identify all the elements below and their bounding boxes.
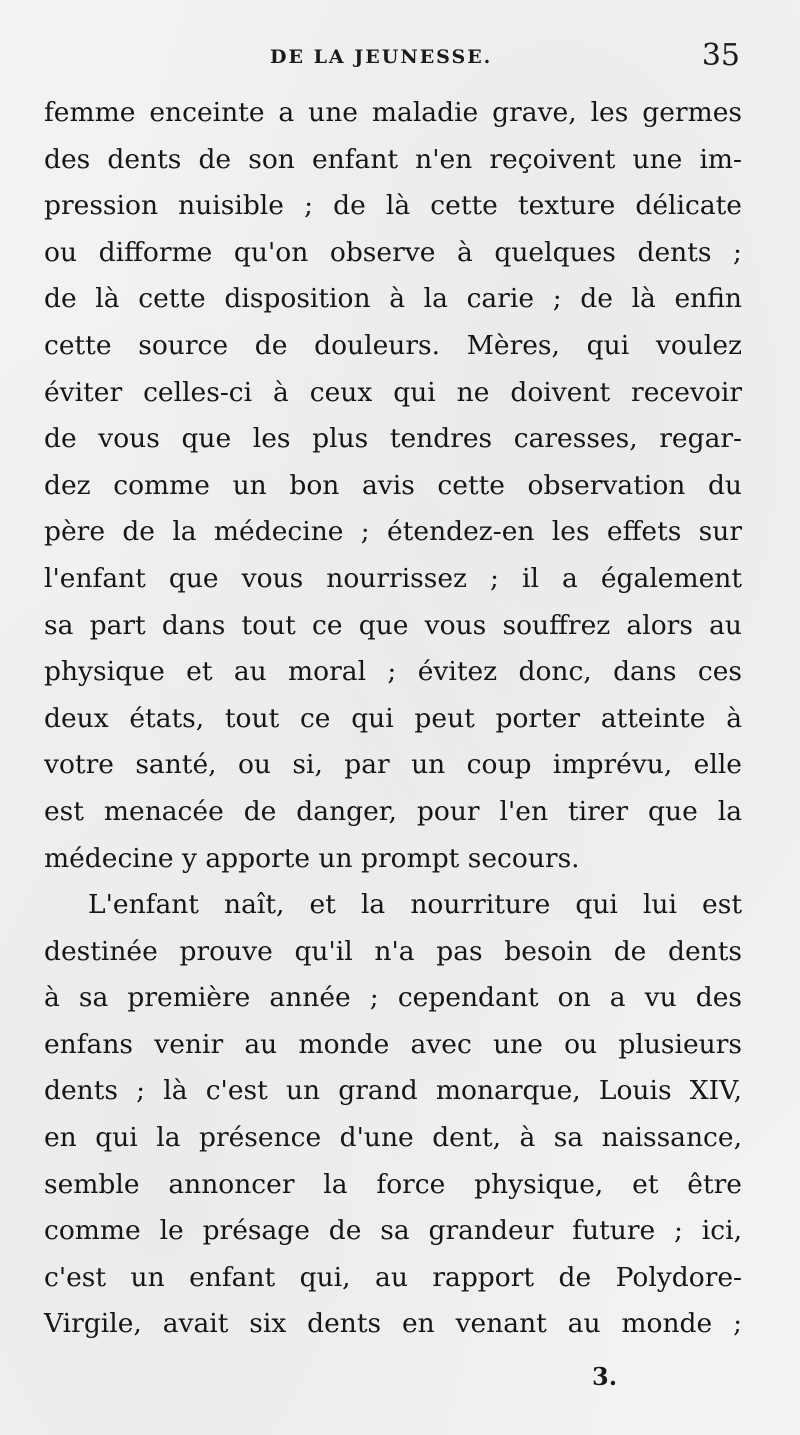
text-line: enfans venir au monde avec une ou plusieurs [44, 1028, 742, 1060]
text-line: cette source de douleurs. Mères, qui voulez [44, 329, 742, 361]
text-line: éviter celles-ci à ceux qui ne doivent recevoir [44, 376, 742, 408]
text-line: ou difforme qu'on observe à quelques dents ; [44, 236, 742, 268]
text-line: femme enceinte a une maladie grave, les germes [44, 97, 742, 128]
text-line: est menacée de danger, pour l'en tirer que la [44, 795, 742, 827]
signature-mark: 3. [592, 1362, 618, 1391]
paragraph-end-line: médecine y apporte un prompt secours. [44, 842, 580, 874]
page-number: 35 [701, 38, 740, 73]
text-line: l'enfant que vous nourrissez ; il a également [44, 562, 742, 594]
text-line: dez comme un bon avis cette observation du [44, 469, 742, 501]
text-line: destinée prouve qu'il n'a pas besoin de dents [44, 935, 742, 967]
text-line: deux états, tout ce qui peut porter atteinte à [44, 702, 742, 734]
text-line: de là cette disposition à la carie ; de là enfin [44, 283, 742, 315]
text-line: c'est un enfant qui, au rapport de Polydore- [44, 1261, 742, 1293]
text-line: Virgile, avait six dents en venant au monde ; [44, 1308, 742, 1340]
text-line: à sa première année ; cependant on a vu des [44, 982, 742, 1014]
text-line: sa part dans tout ce que vous souffrez alors au [44, 609, 742, 641]
text-line: des dents de son enfant n'en reçoivent une im- [44, 143, 742, 175]
body-text [44, 90, 742, 1348]
text-line: en qui la présence d'une dent, à sa naissance, [44, 1122, 742, 1154]
text-line: pression nuisible ; de là cette texture délicate [44, 190, 742, 222]
text-line: dents ; là c'est un grand monarque, Louis XIV, [44, 1075, 742, 1107]
text-line: votre santé, ou si, par un coup imprévu, elle [44, 749, 742, 781]
running-title: DE LA JEUNESSE. [270, 46, 493, 68]
text-line: physique et au moral ; évitez donc, dans ces [44, 656, 742, 688]
text-line: de vous que les plus tendres caresses, regar- [44, 423, 742, 455]
paragraph-start-line: L'enfant naît, et la nourriture qui lui est [88, 889, 742, 921]
text-line: comme le présage de sa grandeur future ; ici, [44, 1215, 742, 1247]
text-line: semble annoncer la force physique, et être [44, 1168, 742, 1200]
page-header [40, 38, 740, 78]
text-line: père de la médecine ; étendez-en les effets sur [44, 516, 742, 548]
